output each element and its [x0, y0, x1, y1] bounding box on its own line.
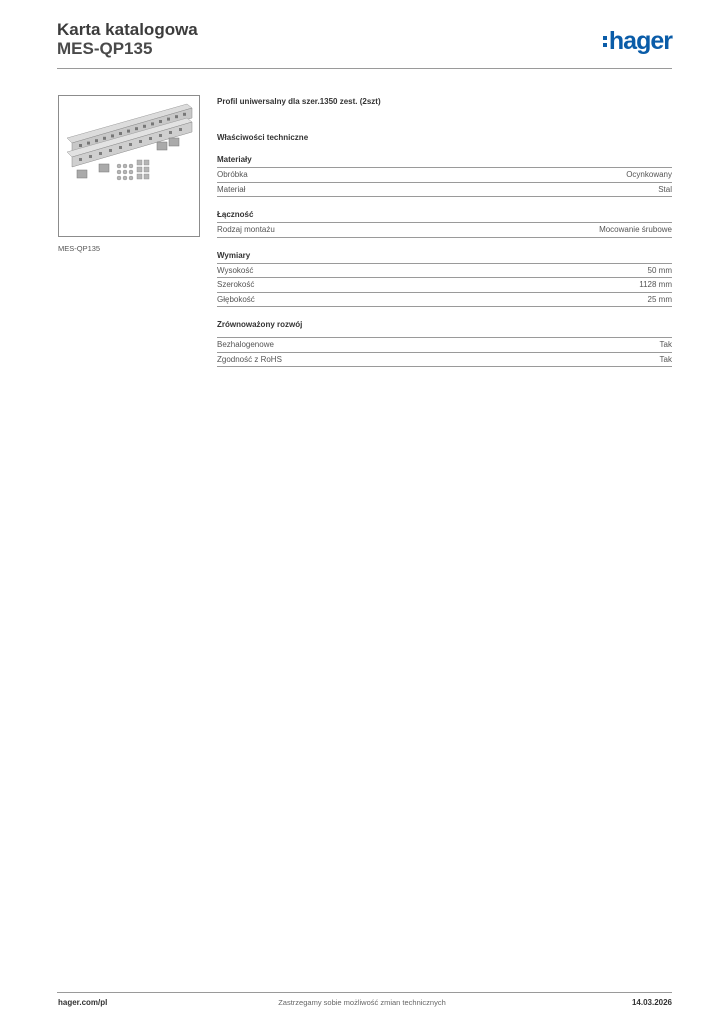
- spec-value: Tak: [659, 354, 672, 364]
- spec-row: [217, 293, 672, 308]
- image-caption: MES-QP135: [58, 244, 101, 253]
- spec-value: Mocowanie śrubowe: [599, 225, 672, 234]
- spec-group-title-connectivity: Łączność: [217, 210, 254, 219]
- spec-group-connectivity: [217, 222, 672, 238]
- spec-row: [217, 278, 672, 293]
- spec-group-title-sustainability: Zrównoważony rozwój: [217, 320, 303, 329]
- spec-label: Obróbka: [217, 170, 248, 179]
- product-code: MES-QP135: [57, 39, 153, 58]
- footer-date: 14.03.2026: [631, 998, 672, 1007]
- product-image: [58, 95, 200, 237]
- spec-group-materials: [217, 167, 672, 197]
- spec-row: [217, 353, 672, 368]
- website-link[interactable]: hager.com/pl: [58, 998, 108, 1007]
- spec-row: [217, 264, 672, 279]
- logo-text: hager: [608, 27, 672, 55]
- footer-disclaimer: Zastrzegamy sobie możliwość zmian technicznych: [278, 998, 446, 1007]
- spec-row: [217, 183, 672, 198]
- spec-label: Materiał: [217, 184, 246, 194]
- spec-row: [217, 168, 672, 183]
- spec-label: Wysokość: [217, 265, 254, 275]
- spec-value: 25 mm: [647, 294, 672, 304]
- spec-group-dimensions: [217, 263, 672, 308]
- spec-group-sustainability: [217, 337, 672, 367]
- product-description: Profil uniwersalny dla szer.1350 zest. (2szt): [217, 97, 381, 106]
- spec-group-title-dimensions: Wymiary: [217, 250, 251, 260]
- spec-label: Bezhalogenowe: [217, 340, 274, 349]
- spec-row: [217, 338, 672, 353]
- spec-value: Tak: [659, 340, 672, 349]
- header-divider: [57, 68, 672, 69]
- technical-properties-heading: Właściwości techniczne: [217, 133, 309, 142]
- product-rails-image: [59, 96, 199, 236]
- spec-value: Ocynkowany: [626, 170, 672, 179]
- spec-value: 50 mm: [647, 265, 672, 275]
- product-details: [217, 97, 672, 367]
- spec-label: Głębokość: [217, 294, 255, 304]
- spec-label: Zgodność z RoHS: [217, 354, 282, 364]
- page-title: Karta katalogowa: [57, 20, 198, 39]
- spec-value: Stal: [658, 184, 672, 194]
- spec-label: Rodzaj montażu: [217, 225, 275, 234]
- spec-value: 1128 mm: [639, 280, 672, 289]
- spec-row: [217, 223, 672, 238]
- hager-logo: [603, 28, 672, 54]
- spec-group-title-materials: Materiały: [217, 155, 252, 164]
- spec-label: Szerokość: [217, 280, 255, 289]
- footer-divider: [57, 992, 672, 993]
- logo-dots-icon: [603, 36, 607, 47]
